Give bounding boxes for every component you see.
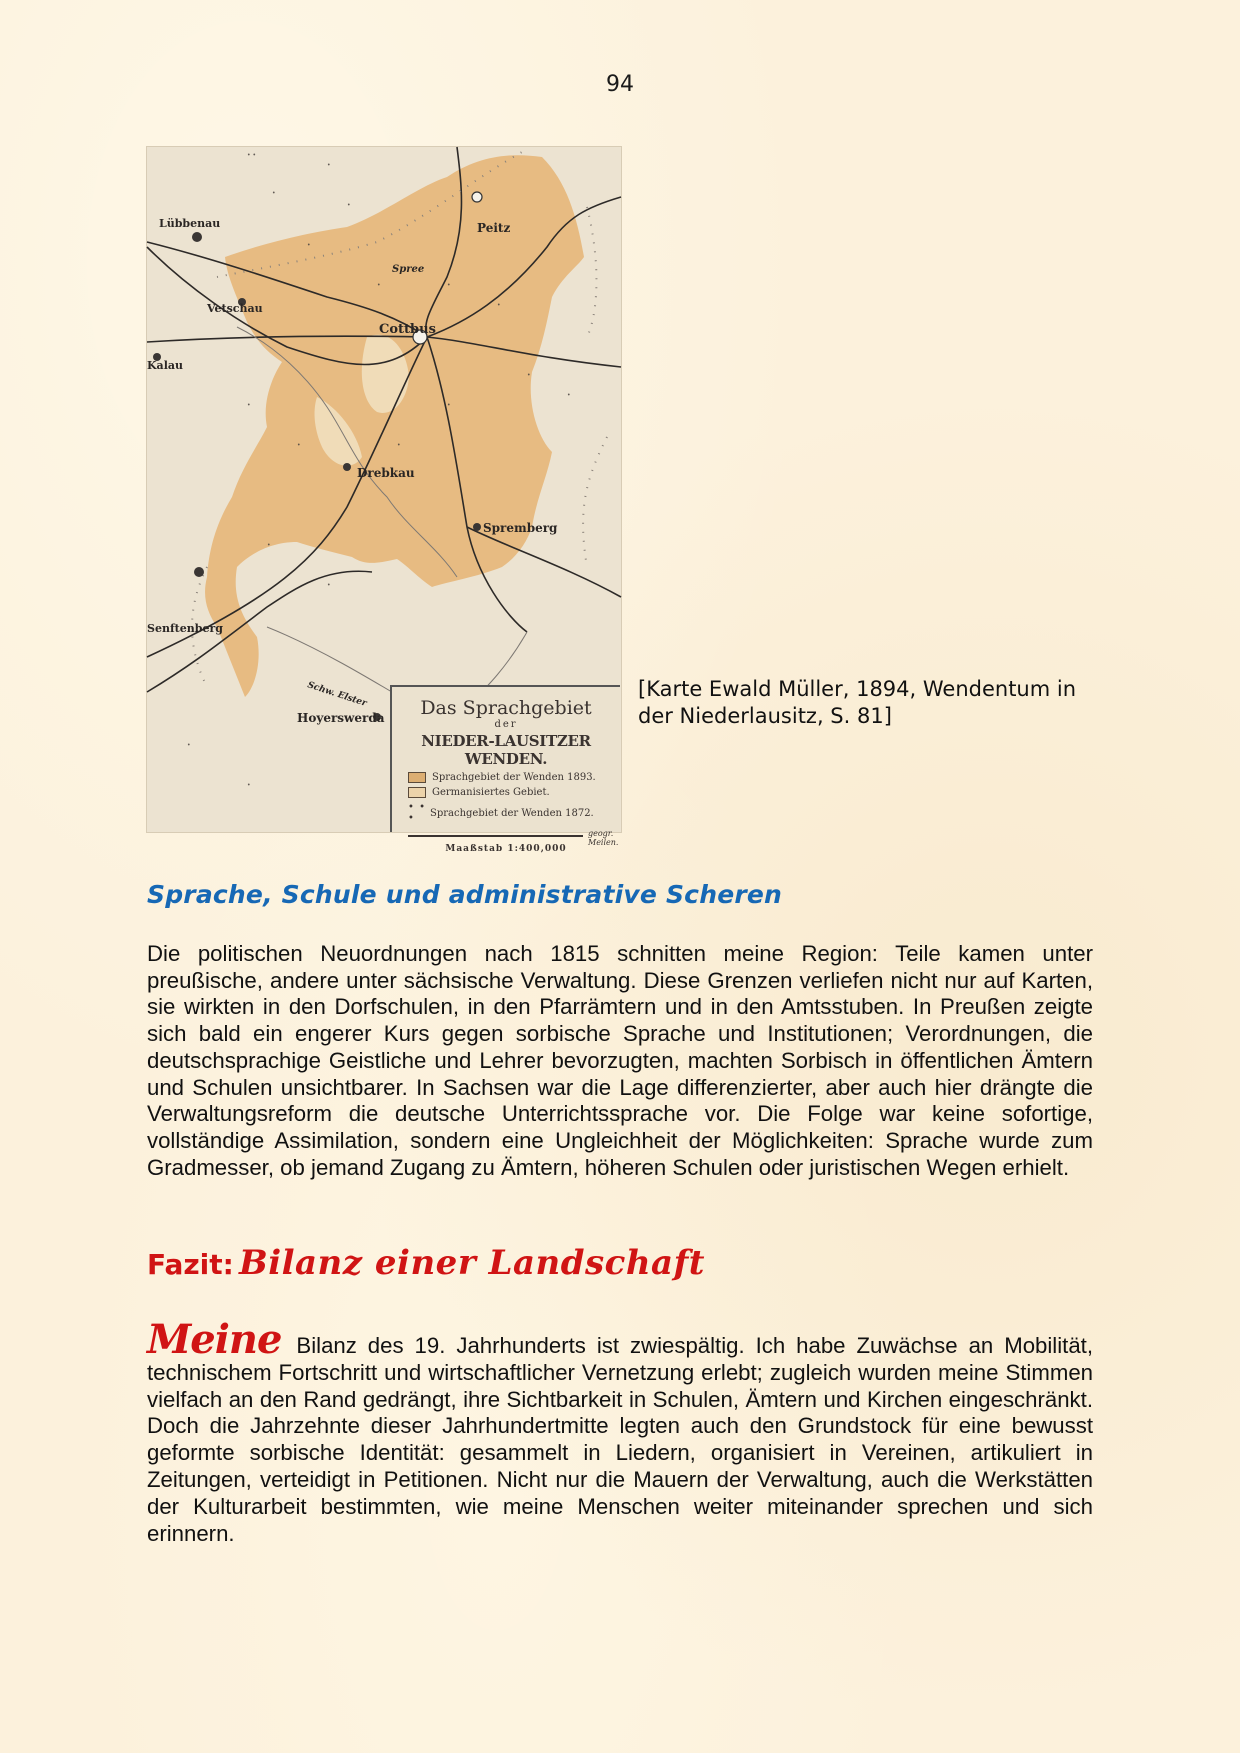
svg-text:•: • [527,372,531,379]
section-heading: Sprache, Schule und administrative Scheren [147,880,783,909]
svg-text:•: • [327,162,331,169]
figure-caption: [Karte Ewald Müller, 1894, Wendentum in der Niederlausitz, S. 81] [638,677,1077,728]
svg-text:•: • [187,742,191,749]
legend-connector: der [494,719,518,730]
legend-subtitle: NIEDER-LAUSITZER WENDEN. [421,732,591,768]
place-label-vetschau: Vetschau [207,302,263,315]
legend-swatch-germanized [408,787,426,798]
svg-text:•: • [447,282,451,289]
svg-text:• •: • • [247,152,256,159]
legend-label: Sprachgebiet der Wenden 1872. [430,807,594,819]
legend-label: Germanisiertes Gebiet. [432,787,550,798]
place-label-drebkau: Drebkau [357,466,415,480]
svg-text:•: • [327,582,331,589]
scale-label: Maaßstab 1:400,000 [445,844,567,854]
body-paragraph: Die politischen Neuordnungen nach 1815 schnitten meine Region: Teile kamen unter preußische, andere unter sächsische Verwaltung. Diese Grenzen verliefen nicht nur auf Karten, sie wirkten in den Dorfschulen, in den Pfarrämtern und in den Amtsstuben. In Preußen zeigte sich bald ein engerer Kurs gegen sorbische Sprache und Institutionen; Verordnungen, die deutschsprachige Geistliche und Lehrer bevorzugten, machten Sorbisch in öffentlichen Ämtern und Schulen unsichtbarer. In Sachsen war die Lage differenzierter, aber auch hier drängte die Verwaltungsreform die deutsche Unterrichtssprache vor. Die Folge war keine sofortige, vollständige Assimilation, sondern eine Ungleichheit der Möglichkeiten: Sprache wurde zum Gradmesser, ob jemand Zugang zu Ämtern, höheren Schulen oder juristischen Wegen erhielt. [147,941,1093,1180]
place-label-spree: Spree [392,264,425,275]
place-label-peitz: Peitz [477,221,511,235]
scale-bar [408,829,619,847]
svg-text:•: • [297,442,301,449]
place-label-schw-elster: Schw. Elster [306,680,368,709]
scale-unit: geogr. Meilen. [588,829,619,847]
svg-text:•: • [497,302,501,309]
legend-item-wendish-1893 [408,772,620,783]
legend-swatch-wendish [408,772,426,783]
svg-text:•: • [347,202,351,209]
place-label-spremberg: Spremberg [483,521,558,535]
svg-text:•: • [247,782,251,789]
svg-text:•: • [397,442,401,449]
page-number: 94 [606,72,634,97]
legend-item-germanized [408,787,620,798]
historical-map-image [147,147,621,854]
dotted-line-icon: • • • [408,802,426,824]
dropcap-word: Meine [147,1316,282,1363]
place-label-cottbus: Cottbus [379,322,436,337]
conclusion-heading-prefix: Fazit: [147,1248,234,1281]
svg-text:•: • [307,242,311,249]
conclusion-heading-script: Bilanz einer Landschaft [238,1243,705,1283]
conclusion-paragraph [147,1316,1093,1547]
legend-title: Das Sprachgebiet [420,697,592,719]
legend-item-wendish-1872 [408,802,620,824]
map-legend [390,685,620,854]
svg-text:•: • [377,282,381,289]
wendish-area-shape [205,155,584,697]
svg-text:•: • [447,402,451,409]
conclusion-paragraph-text: Bilanz des 19. Jahrhunderts ist zwiespältig. Ich habe Zuwächse an Mobilität, technischem Fortschritt und wirtschaftlicher Vernetzung erlebt; zugleich wurden meine Stimmen vielfach an den Rand gedrängt, ihre Sichtbarkeit in Schulen, Ämtern und Kirchen eingeschränkt. Doch die Jahrzehnte dieser Jahrhundertmitte legten auch den Grundstock für eine bewusst geformte sorbische Identität: gesammelt in Liedern, organisiert in Vereinen, artikuliert in Zeitungen, verteidigt in Petitionen. Nicht nur die Mauern der Verwaltung, auch die Werkstätten der Kulturarbeit bestimmten, wie meine Menschen weiter miteinander sprechen und sich erinnern. [147,1333,1093,1546]
legend-label: Sprachgebiet der Wenden 1893. [432,772,596,783]
place-label-senftenberg: Senftenberg [147,622,223,635]
svg-text:•: • [567,392,571,399]
place-label-luebbenau: Lübbenau [159,217,221,230]
svg-text:•: • [272,190,276,197]
place-label-kalau: Kalau [147,359,183,372]
conclusion-heading [147,1243,705,1283]
place-label-hoyerswerda: Hoyerswerda [297,711,385,725]
svg-text:•: • [247,402,251,409]
svg-text:•: • [267,542,271,549]
scale-bar-line [408,835,583,837]
